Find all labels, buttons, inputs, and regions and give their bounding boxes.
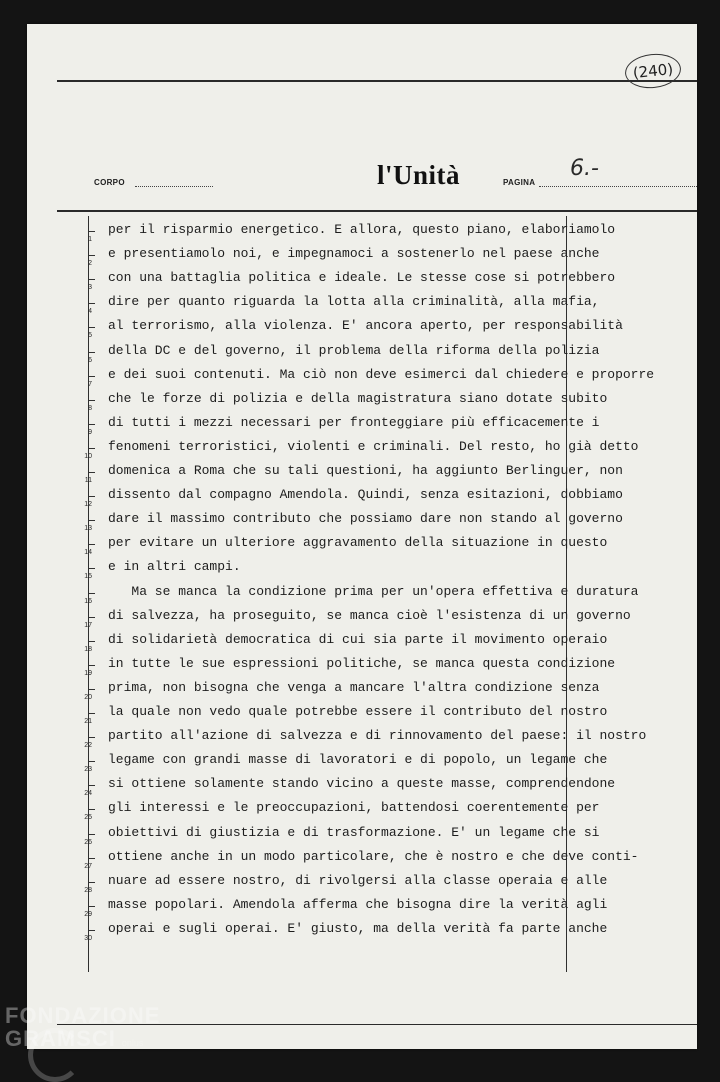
page-number-handwritten: 6.- xyxy=(570,156,599,181)
text-line: ottiene anche in un modo particolare, che è nostro e che deve conti- xyxy=(108,849,639,864)
text-line: operai e sugli operai. E' giusto, ma della verità fa parte anche xyxy=(108,921,608,936)
text-line: e presentiamolo noi, e impegnamoci a sostenerlo nel paese anche xyxy=(108,246,600,261)
pagina-label: PAGINA xyxy=(503,178,536,187)
line-number: 7 xyxy=(88,381,92,388)
line-tick xyxy=(89,665,95,666)
text-line: di tutti i mezzi necessari per fronteggiare più efficacemente i xyxy=(108,415,600,430)
line-number: 27 xyxy=(84,863,92,870)
line-tick xyxy=(89,255,95,256)
foundation-watermark xyxy=(5,1004,160,1055)
line-number: 14 xyxy=(84,549,92,556)
line-tick xyxy=(89,761,95,762)
line-number: 5 xyxy=(88,332,92,339)
text-line: in tutte le sue espressioni politiche, se manca questa condizione xyxy=(108,656,616,671)
text-line: obiettivi di giustizia e di trasformazione. E' un legame che si xyxy=(108,825,600,840)
line-tick xyxy=(89,424,95,425)
line-tick xyxy=(89,930,95,931)
line-tick xyxy=(89,472,95,473)
text-line: Ma se manca la condizione prima per un'opera effettiva e duratura xyxy=(108,584,639,599)
text-line: domenica a Roma che su tali questioni, ha aggiunto Berlinguer, non xyxy=(108,463,623,478)
watermark-line2: GRAMSCI xyxy=(5,1026,116,1051)
line-tick xyxy=(89,279,95,280)
text-line: masse popolari. Amendola afferma che bisogna dire la verità agli xyxy=(108,897,608,912)
line-tick xyxy=(89,327,95,328)
line-number: 8 xyxy=(88,405,92,412)
line-tick xyxy=(89,568,95,569)
line-number: 17 xyxy=(84,622,92,629)
text-line: della DC e del governo, il problema della riforma della polizia xyxy=(108,343,600,358)
line-number: 13 xyxy=(84,525,92,532)
text-line: dissento dal compagno Amendola. Quindi, senza esitazioni, dobbiamo xyxy=(108,487,623,502)
text-line: dire per quanto riguarda la lotta alla criminalità, alla mafia, xyxy=(108,294,600,309)
line-number: 10 xyxy=(84,453,92,460)
line-number: 3 xyxy=(88,284,92,291)
text-line: gli interessi e le preoccupazioni, battendosi coerentemente per xyxy=(108,800,600,815)
text-line: dare il massimo contributo che possiamo dare non stando al governo xyxy=(108,511,623,526)
text-line: al terrorismo, alla violenza. E' ancora aperto, per responsabilità xyxy=(108,318,623,333)
line-number: 20 xyxy=(84,694,92,701)
line-tick xyxy=(89,448,95,449)
line-tick xyxy=(89,809,95,810)
archive-number-stamp: (240) xyxy=(623,51,682,91)
text-line: con una battaglia politica e ideale. Le stesse cose si potrebbero xyxy=(108,270,616,285)
text-line: fenomeni terroristici, violenti e criminali. Del resto, ho già detto xyxy=(108,439,639,454)
line-number: 26 xyxy=(84,839,92,846)
line-tick xyxy=(89,617,95,618)
text-line: di solidarietà democratica di cui sia parte il movimento operaio xyxy=(108,632,608,647)
text-line: partito all'azione di salvezza e di rinnovamento del paese: il nostro xyxy=(108,728,647,743)
corpo-label: CORPO xyxy=(94,178,125,187)
text-line: nuare ad essere nostro, di rivolgersi alla classe operaia e alle xyxy=(108,873,608,888)
line-number: 30 xyxy=(84,935,92,942)
corpo-dotted-field xyxy=(135,186,213,187)
line-number: 25 xyxy=(84,814,92,821)
line-tick xyxy=(89,400,95,401)
line-tick xyxy=(89,882,95,883)
line-number: 9 xyxy=(88,429,92,436)
text-line: si ottiene solamente stando vicino a queste masse, comprendendone xyxy=(108,776,616,791)
header-rule xyxy=(57,210,697,212)
line-number: 18 xyxy=(84,646,92,653)
line-tick xyxy=(89,906,95,907)
line-tick xyxy=(89,496,95,497)
text-line: di salvezza, ha proseguito, se manca cioè l'esistenza di un governo xyxy=(108,608,631,623)
line-tick xyxy=(89,713,95,714)
line-tick xyxy=(89,737,95,738)
text-line: per il risparmio energetico. E allora, questo piano, elaboriamolo xyxy=(108,222,616,237)
typescript-page xyxy=(27,24,697,1049)
line-number: 1 xyxy=(88,236,92,243)
text-line: e in altri campi. xyxy=(108,559,241,574)
text-line: che le forze di polizia e della magistratura siano dotate subito xyxy=(108,391,608,406)
line-number: 6 xyxy=(88,357,92,364)
pagina-dotted-field xyxy=(539,186,697,187)
line-tick xyxy=(89,858,95,859)
line-tick xyxy=(89,834,95,835)
line-tick xyxy=(89,593,95,594)
line-tick xyxy=(89,641,95,642)
line-number: 23 xyxy=(84,766,92,773)
line-number: 16 xyxy=(84,598,92,605)
newspaper-masthead: l'Unità xyxy=(377,160,461,190)
line-number: 21 xyxy=(84,718,92,725)
line-tick xyxy=(89,544,95,545)
line-number: 19 xyxy=(84,670,92,677)
line-number: 2 xyxy=(88,260,92,267)
line-tick xyxy=(89,376,95,377)
text-line: legame con grandi masse di lavoratori e di popolo, un legame che xyxy=(108,752,608,767)
line-number: 4 xyxy=(88,308,92,315)
line-number: 22 xyxy=(84,742,92,749)
watermark-sub: onlus xyxy=(121,1038,144,1048)
line-number: 24 xyxy=(84,790,92,797)
line-tick xyxy=(89,785,95,786)
watermark-line1: FONDAZIONE xyxy=(5,1003,161,1028)
line-tick xyxy=(89,689,95,690)
line-tick xyxy=(89,231,95,232)
text-line: prima, non bisogna che venga a mancare l'altra condizione senza xyxy=(108,680,600,695)
text-line: per evitare un ulteriore aggravamento della situazione in questo xyxy=(108,535,608,550)
line-tick xyxy=(89,352,95,353)
top-rule xyxy=(57,80,697,82)
line-number: 12 xyxy=(84,501,92,508)
line-number: 28 xyxy=(84,887,92,894)
text-line: la quale non vedo quale potrebbe essere il contributo del nostro xyxy=(108,704,608,719)
line-number: 29 xyxy=(84,911,92,918)
line-tick xyxy=(89,520,95,521)
line-number: 11 xyxy=(84,477,92,484)
line-tick xyxy=(89,303,95,304)
text-line: e dei suoi contenuti. Ma ciò non deve esimerci dal chiedere e proporre xyxy=(108,367,655,382)
line-number: 15 xyxy=(84,573,92,580)
